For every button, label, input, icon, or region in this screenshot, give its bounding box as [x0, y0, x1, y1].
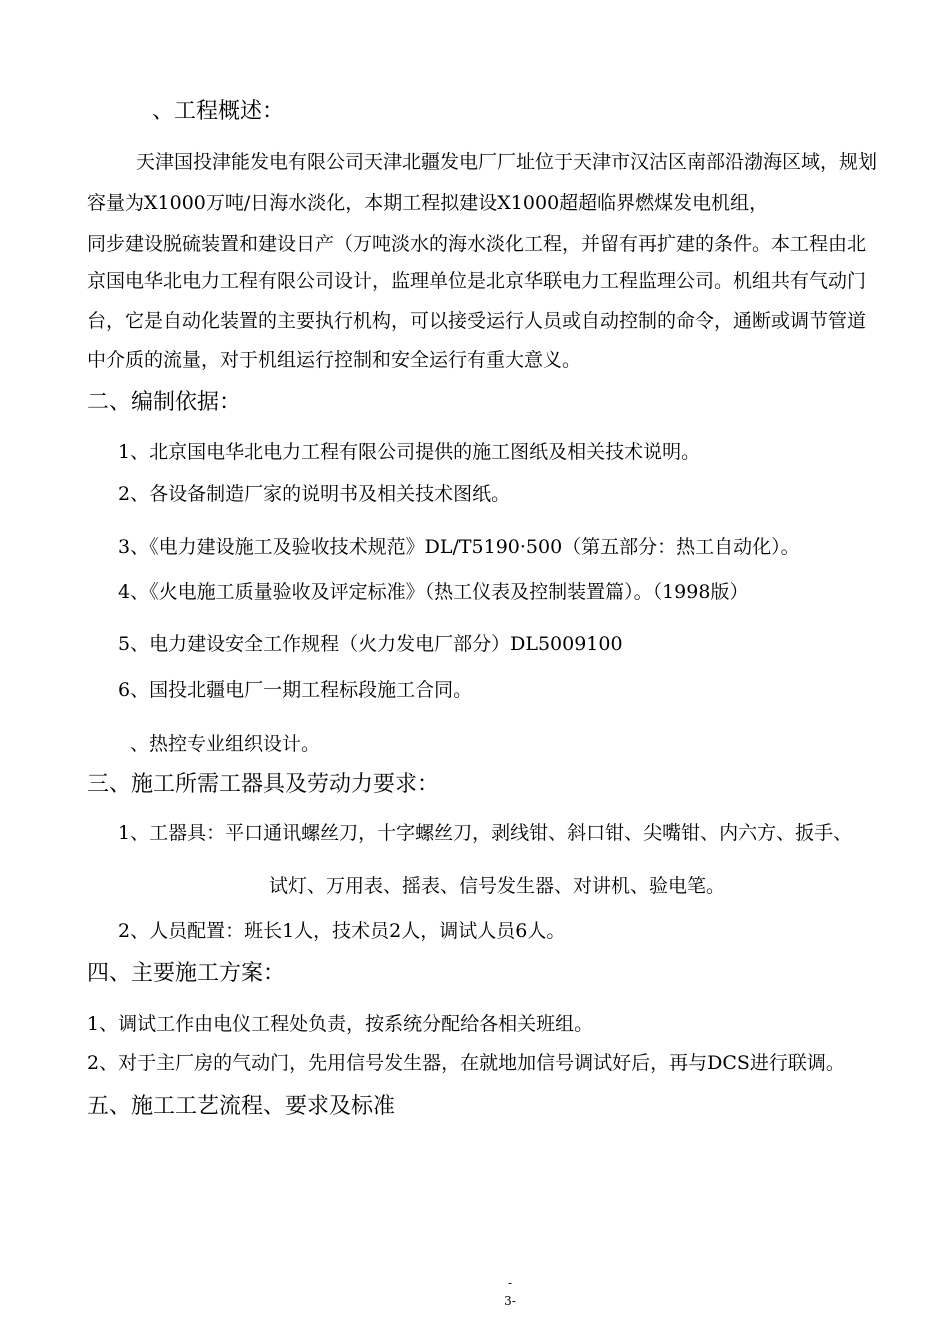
basis-item-3: 3、《电力建设施工及验收技术规范》DL/T5190·500（第五部分：热工自动化）。 [118, 536, 800, 558]
section3-heading: 三、施工所需工器具及劳动力要求： [87, 772, 440, 797]
section4-heading: 四、主要施工方案： [87, 961, 286, 986]
section1-para-line-5: 台，它是自动化装置的主要执行机构，可以接受运行人员或自动控制的命令，通断或调节管道 [87, 310, 867, 332]
basis-item-6: 6、国投北疆电厂一期工程标段施工合同。 [118, 679, 473, 701]
section1-para-line-2: 容量为X1000万吨/日海水淡化，本期工程拟建设X1000超超临界燃煤发电机组， [87, 192, 769, 214]
section1-heading: 、工程概述： [152, 99, 285, 124]
section1-para-line-4: 京国电华北电力工程有限公司设计，监理单位是北京华联电力工程监理公司。机组共有气动门 [87, 270, 867, 292]
section1-para-line-6: 中介质的流量，对于机组运行控制和安全运行有重大意义。 [87, 349, 582, 371]
basis-item-4: 4、《火电施工质量验收及评定标准》（热工仪表及控制装置篇）。（1998版） [118, 581, 749, 603]
staff-line: 2、人员配置：班长1人，技术员2人，调试人员6人。 [118, 920, 566, 942]
plan-item-1: 1、调试工作由电仪工程处负责，按系统分配给各相关班组。 [87, 1013, 594, 1035]
section1-para-line-3: 同步建设脱硫装置和建设日产（万吨淡水的海水淡化工程，并留有再扩建的条件。本工程由北 [87, 233, 867, 255]
section5-heading: 五、施工工艺流程、要求及标准 [87, 1094, 396, 1119]
basis-item-5: 5、电力建设安全工作规程（火力发电厂部分）DL5009100 [118, 633, 623, 655]
section1-para-line-1: 天津国投津能发电有限公司天津北疆发电厂厂址位于天津市汉沽区南部沿渤海区域，规划 [136, 151, 878, 173]
basis-item-7: 、热控专业组织设计。 [130, 733, 321, 755]
tools-line-2: 试灯、万用表、摇表、信号发生器、对讲机、验电笔。 [269, 875, 726, 897]
footer-dash: - [507, 1276, 513, 1290]
page-number: 3- [504, 1294, 516, 1308]
section2-heading: 二、编制依据： [87, 390, 242, 415]
plan-item-2: 2、对于主厂房的气动门，先用信号发生器，在就地加信号调试好后，再与DCS进行联调。 [87, 1052, 845, 1074]
basis-item-2: 2、各设备制造厂家的说明书及相关技术图纸。 [118, 483, 511, 505]
tools-line-1: 1、工器具：平口通讯螺丝刀，十字螺丝刀，剥线钳、斜口钳、尖嘴钳、内六方、扳手、 [118, 822, 853, 844]
basis-item-1: 1、北京国电华北电力工程有限公司提供的施工图纸及相关技术说明。 [118, 441, 701, 463]
